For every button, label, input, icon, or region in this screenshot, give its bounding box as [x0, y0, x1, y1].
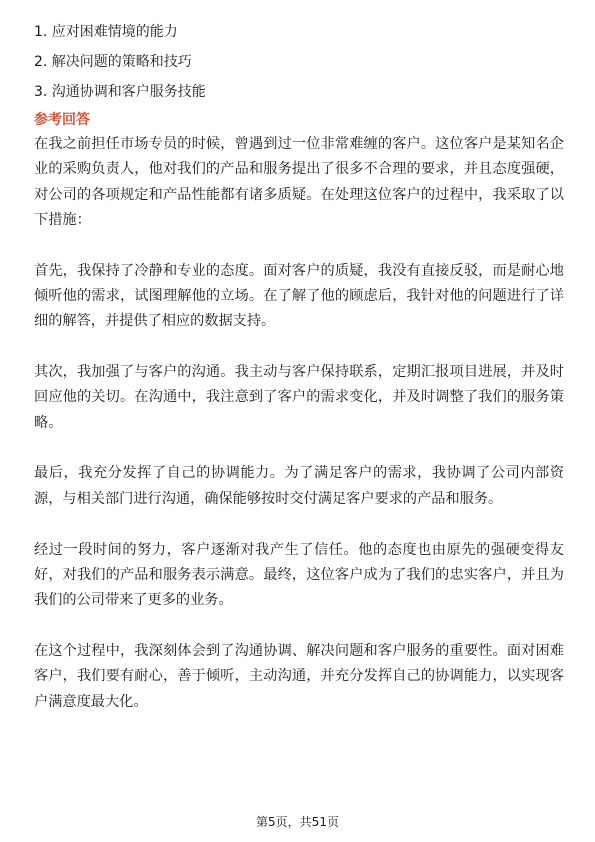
list-item: 1. 应对困难情境的能力 [34, 24, 178, 40]
page-number: 第5页，共51页 [256, 815, 339, 829]
answer-body [34, 132, 564, 715]
page-content [34, 22, 564, 715]
list-item: 2. 解决问题的策略和技巧 [34, 54, 192, 70]
paragraph: 其次，我加强了与客户的沟通。我主动与客户保持联系，定期汇报项目进展，并及时回应他的关切。在沟通中，我注意到了客户的需求变化，并及时调整了我们的服务策略。 [34, 364, 564, 431]
paragraph: 最后，我充分发挥了自己的协调能力。为了满足客户的需求，我协调了公司内部资源，与相关部门进行沟通，确保能够按时交付满足客户要求的产品和服务。 [34, 465, 564, 507]
paragraph: 在这个过程中，我深刻体会到了沟通协调、解决问题和客户服务的重要性。面对困难客户，我们要有耐心，善于倾听，主动沟通，并充分发挥自己的协调能力，以实现客户满意度最大化。 [34, 642, 564, 710]
paragraph: 在我之前担任市场专员的时候，曾遇到过一位非常难缠的客户。这位客户是某知名企业的采购负责人，他对我们的产品和服务提出了很多不合理的要求，并且态度强硬，对公司的各项规定和产品性能都有诸多质疑。在处理这位客户的过程中，我采取了以下措施： [34, 136, 564, 228]
list-item: 3. 沟通协调和客户服务技能 [34, 84, 206, 100]
paragraph: 首先，我保持了冷静和专业的态度。面对客户的质疑，我没有直接反驳，而是耐心地倾听他的需求，试图理解他的立场。在了解了他的顾虑后，我针对他的问题进行了详细的解答，并提供了相应的数据支持。 [34, 262, 564, 330]
paragraph: 经过一段时间的努力，客户逐渐对我产生了信任。他的态度也由原先的强硬变得友好，对我们的产品和服务表示满意。最终，这位客户成为了我们的忠实客户，并且为我们的公司带来了更多的业务。 [34, 541, 564, 609]
answer-heading: 参考回答 [34, 112, 90, 128]
